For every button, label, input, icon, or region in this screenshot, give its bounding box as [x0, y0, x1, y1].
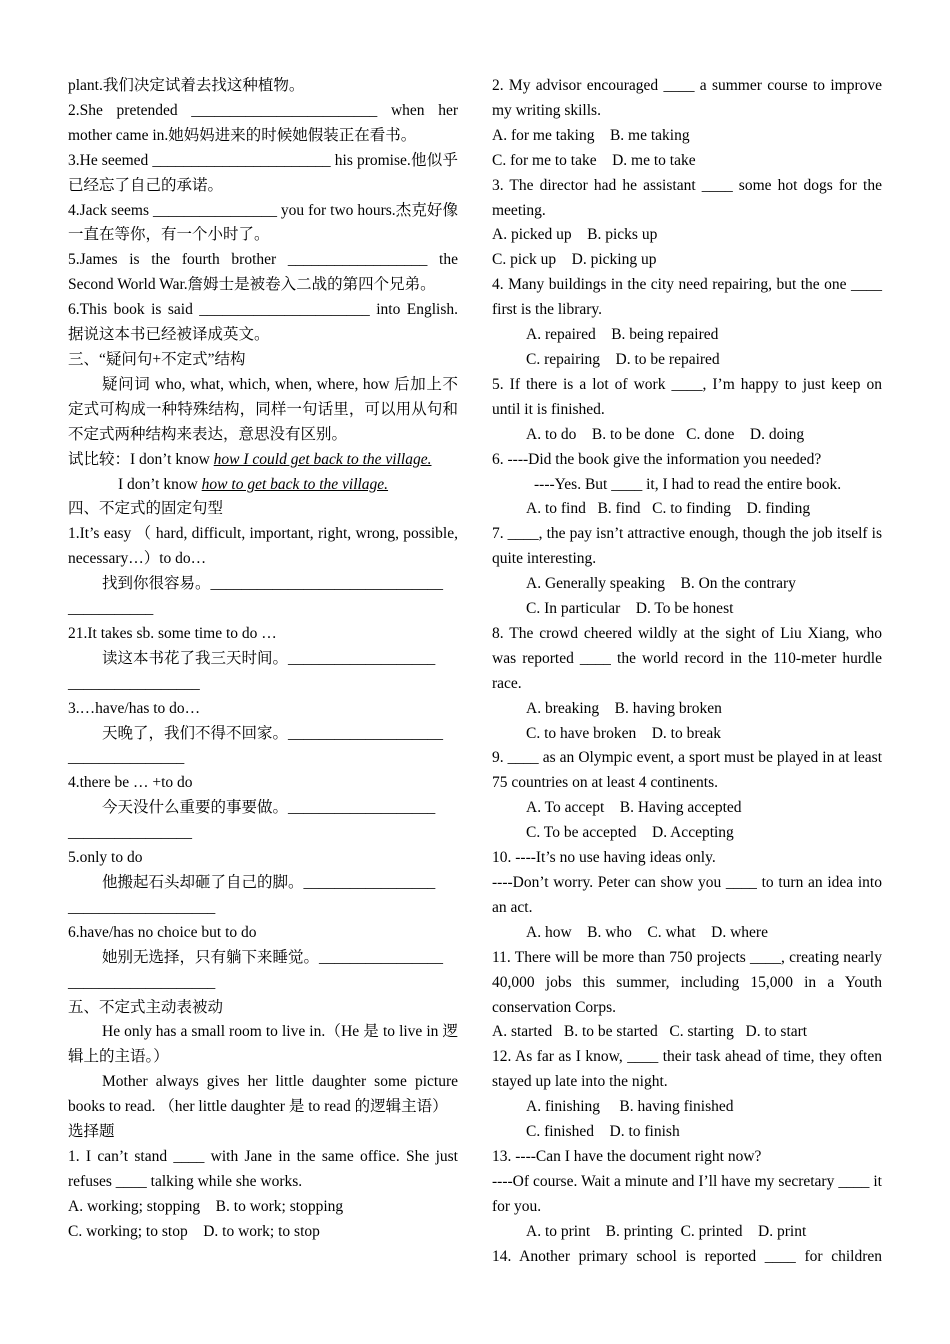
- pattern-exercise: 找到你很容易。______________________________: [102, 575, 444, 593]
- section-text: He only has a small room to live in.（He 是 to live in 逻辑上的主语。）: [68, 1023, 458, 1066]
- pattern-item: 1.It’s easy （ hard, difficult, important, right, wrong, possible, necessary…）to do…: [68, 525, 458, 568]
- section-text: 疑问词 who, what, which, when, where, how 后加上不定式可构成一种特殊结构，同样一句话里，可以用从句和不定式两种结构来表达，意思没有区别。: [68, 375, 458, 443]
- question-stem: 12. As far as I know, ____ their task ahead of time, they often stayed up late into the night.: [492, 1048, 882, 1091]
- text-line: plant.我们决定试着去找这种植物。: [68, 77, 305, 94]
- section-heading: 三、“疑问句+不定式”结构: [68, 350, 246, 368]
- pattern-exercise: 她别无选择，只有躺下来睡觉。________________: [102, 948, 444, 966]
- left-column: [68, 74, 458, 1245]
- answer-line: _________________: [68, 674, 200, 692]
- answer-line: ________________: [68, 824, 192, 842]
- question-options: A. to find B. find C. to finding D. finding: [526, 500, 811, 518]
- question-options: A. finishing B. having finished: [526, 1098, 734, 1116]
- compare-prefix: 试比较：I don’t know: [68, 450, 214, 468]
- section-heading: 五、不定式主动表被动: [68, 998, 224, 1016]
- exercise-item: 3.He seemed _______________________ his promise.他似乎已经忘了自己的承诺。: [68, 151, 458, 194]
- exercise-item: 2.She pretended ________________________ when her mother came in.她妈妈进来的时候她假装正在看书。: [68, 101, 458, 144]
- answer-line: _______________: [68, 749, 185, 767]
- question-stem-reply: ----Don’t worry. Peter can show you ____ to turn an idea into an act.: [492, 874, 882, 916]
- question-options: A. started B. to be started C. starting D. to start: [492, 1023, 808, 1041]
- question-stem-reply: ----Yes. But ____ it, I had to read the entire book.: [534, 475, 842, 493]
- question-stem: 4. Many buildings in the city need repairing, but the one ____ first is the library.: [492, 276, 882, 319]
- compare-prefix-2: I don’t know: [118, 475, 202, 493]
- question-options: A. how B. who C. what D. where: [526, 923, 768, 941]
- question-stem: 13. ----Can I have the document right now?: [492, 1147, 762, 1165]
- pattern-item: 21.It takes sb. some time to do …: [68, 624, 277, 642]
- exercise-item: 4.Jack seems ________________ you for two hours.杰克好像一直在等你，有一个小时了。: [68, 201, 458, 244]
- question-options: A. picked up B. picks up: [492, 226, 658, 244]
- exercise-item: 5.James is the fourth brother __________________ the Second World War.詹姆士是被卷入二战的第四个兄弟。: [68, 251, 458, 294]
- question-stem: 5. If there is a lot of work ____, I’m happy to just keep on until it is finished.: [492, 375, 882, 418]
- pattern-exercise: 今天没什么重要的事要做。___________________: [102, 799, 436, 817]
- compare-example-1: how I could get back to the village.: [213, 450, 432, 468]
- section-text: Mother always gives her little daughter some picture books to read. （her little daughter 是 to read 的逻辑主语）: [68, 1073, 458, 1116]
- question-options: A. To accept B. Having accepted: [526, 799, 742, 817]
- question-stem: 9. ____ as an Olympic event, a sport must be played in at least 75 countries on at least 4 continents.: [492, 749, 882, 792]
- question-options: C. for me to take D. me to take: [492, 151, 696, 169]
- question-options: A. working; stopping B. to work; stopping: [68, 1197, 344, 1215]
- answer-line: ___________________: [68, 973, 216, 991]
- question-options: C. finished D. to finish: [526, 1123, 680, 1141]
- question-options: A. for me taking B. me taking: [492, 126, 690, 144]
- question-stem: 7. ____, the pay isn’t attractive enough, though the job itself is quite interesting.: [492, 525, 882, 568]
- pattern-exercise: 天晚了，我们不得不回家。____________________: [102, 724, 444, 742]
- question-options: A. to print B. printing C. printed D. print: [526, 1222, 807, 1240]
- compare-line: [68, 473, 458, 498]
- question-stem-reply: ----Of course. Wait a minute and I’ll have my secretary ____ it for you.: [492, 1172, 882, 1215]
- answer-line: ___________: [68, 600, 154, 618]
- compare-example-2: how to get back to the village.: [201, 475, 389, 493]
- question-stem: 11. There will be more than 750 projects ____, creating nearly 40,000 jobs this summer, including 15,000 in a Youth conservation Corps.: [492, 948, 882, 1016]
- question-options: C. working; to stop D. to work; to stop: [68, 1222, 320, 1240]
- pattern-item: 6.have/has no choice but to do: [68, 923, 257, 941]
- question-options: A. to do B. to be done C. done D. doing: [526, 425, 805, 443]
- compare-line: [68, 448, 458, 473]
- question-options: C. In particular D. To be honest: [526, 600, 734, 618]
- pattern-item: 3.…have/has to do…: [68, 699, 201, 717]
- question-options: C. pick up D. picking up: [492, 251, 657, 269]
- section-heading: 选择题: [68, 1123, 115, 1141]
- right-column: [492, 74, 882, 1270]
- section-heading: 四、不定式的固定句型: [68, 500, 224, 518]
- question-stem: 3. The director had he assistant ____ some hot dogs for the meeting.: [492, 176, 882, 219]
- question-options: C. to have broken D. to break: [526, 724, 721, 742]
- question-stem: 1. I can’t stand ____ with Jane in the same office. She just refuses ____ talking while she works.: [68, 1147, 458, 1190]
- question-stem: 8. The crowd cheered wildly at the sight of Liu Xiang, who was reported ____ the world record in the 110-meter hurdle race.: [492, 624, 882, 692]
- pattern-exercise: 他搬起石头却砸了自己的脚。_________________: [102, 874, 436, 891]
- question-stem: 14. Another primary school is reported ____ for children: [492, 1247, 882, 1265]
- question-stem: 2. My advisor encouraged ____ a summer course to improve my writing skills.: [492, 77, 882, 119]
- question-options: A. breaking B. having broken: [526, 699, 722, 717]
- question-options: A. Generally speaking B. On the contrary: [526, 575, 796, 593]
- question-stem: 6. ----Did the book give the information you needed?: [492, 450, 822, 468]
- question-options: A. repaired B. being repaired: [526, 326, 719, 344]
- pattern-item: 5.only to do: [68, 849, 143, 867]
- question-options: C. repairing D. to be repaired: [526, 350, 720, 368]
- answer-line: ___________________: [68, 898, 216, 916]
- question-options: C. To be accepted D. Accepting: [526, 824, 734, 842]
- question-stem: 10. ----It’s no use having ideas only.: [492, 849, 716, 867]
- exercise-item: 6.This book is said ______________________ into English.据说这本书已经被译成英文。: [68, 301, 458, 344]
- pattern-exercise: 读这本书花了我三天时间。___________________: [102, 649, 436, 667]
- pattern-item: 4.there be … +to do: [68, 774, 193, 792]
